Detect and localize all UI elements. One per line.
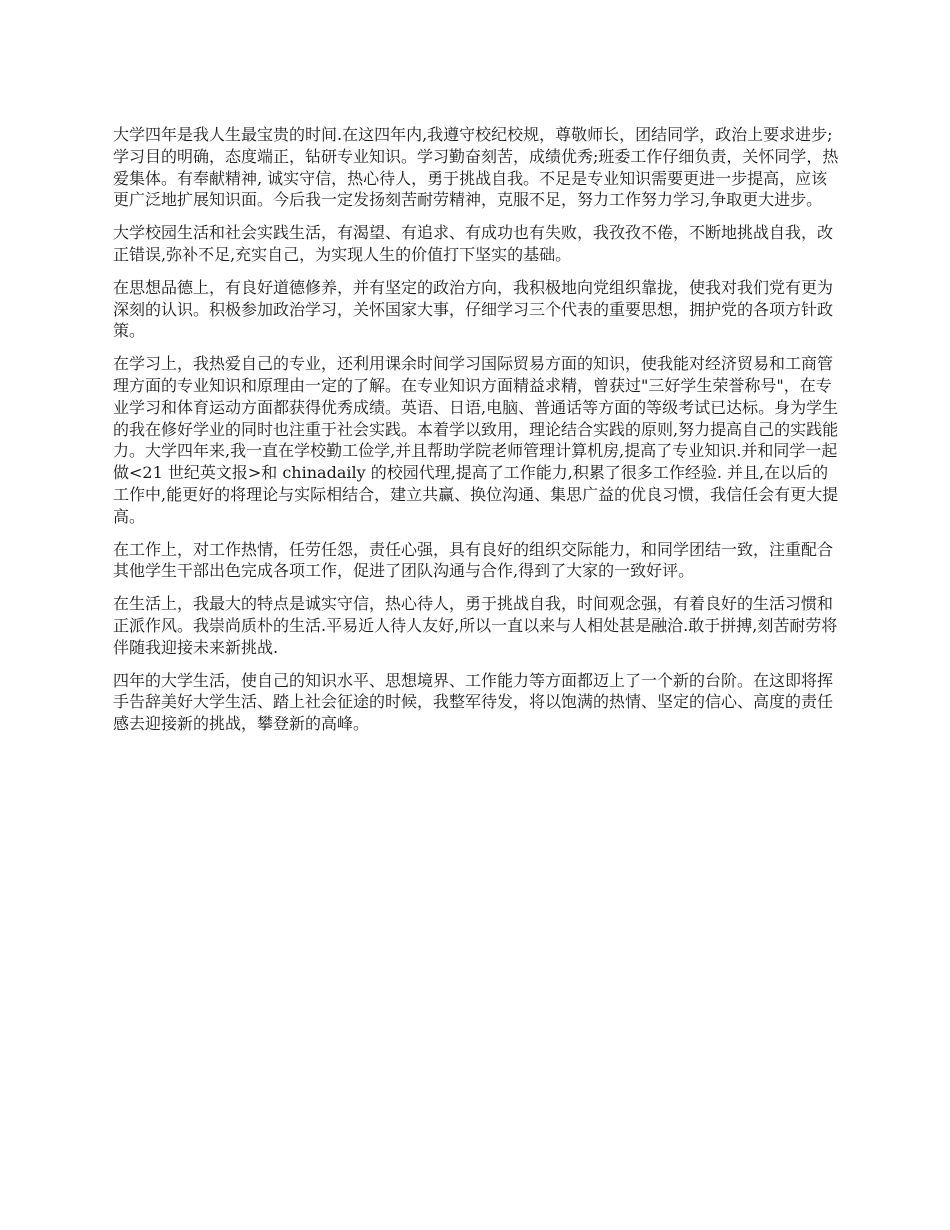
paragraph-conclusion: 四年的大学生活，使自己的知识水平、思想境界、工作能力等方面都迈上了一个新的台阶。在这即将挥手告辞美好大学生活、踏上社会征途的时候，我整军待发，将以饱满的热情、坚定的信心、高度的责任感去迎接新的挑战，攀登新的高峰。 xyxy=(113,670,834,734)
paragraph-life: 在生活上，我最大的特点是诚实守信，热心待人，勇于挑战自我，时间观念强，有着良好的生活习惯和正派作风。我崇尚质朴的生活.平易近人待人友好,所以一直以来与人相处甚是融洽.敢于拼搏,刻苦耐劳将伴随我迎接未来新挑战. xyxy=(113,594,838,657)
document-body xyxy=(113,124,841,746)
paragraph-work: 在工作上，对工作热情，任劳任怨，责任心强，具有良好的组织交际能力，和同学团结一致，注重配合其他学生干部出色完成各项工作，促进了团队沟通与合作,得到了大家的一致好评。 xyxy=(113,539,834,581)
paragraph-study: 在学习上，我热爱自己的专业，还利用课余时间学习国际贸易方面的知识，使我能对经济贸易和工商管理方面的专业知识和原理由一定的了解。在专业知识方面精益求精，曾获过"三好学生荣誉称号"，在专业学习和体育运动方面都获得优秀成绩。英语、日语,电脑、普通话等方面的等级考试已达标。身为学生的我在修好学业的同时也注重于社会实践。本着学以致用，理论结合实践的原则,努力提高自己的实践能力。大学四年来,我一直在学校勤工俭学,并且帮助学院老师管理计算机房,提高了专业知识.并和同学一起做<21 世纪英文报>和 chinadaily 的校园代理,提高了工作能力,积累了很多工作经验. 并且,在以后的工作中,能更好的将理论与实际相结合，建立共赢、换位沟通、集思广益的优良习惯，我信任会有更大提高。 xyxy=(113,354,839,526)
paragraph-ideology: 在思想品德上，有良好道德修养，并有坚定的政治方向，我积极地向党组织靠拢，使我对我们党有更为深刻的认识。积极参加政治学习，关怀国家大事，仔细学习三个代表的重要思想，拥护党的各项方针政策。 xyxy=(113,277,834,341)
paragraph-intro: 大学四年是我人生最宝贵的时间.在这四年内,我遵守校纪校规，尊敬师长，团结同学，政治上要求进步;学习目的明确，态度端正，钻研专业知识。学习勤奋刻苦，成绩优秀;班委工作仔细负责，关怀同学，热爱集体。有奉献精神, 诚实守信，热心待人，勇于挑战自我。不足是专业知识需要更进一步提高，应该更广泛地扩展知识面。今后我一定发扬刻苦耐劳精神，克服不足，努力工作努力学习,争取更大进步。 xyxy=(113,125,839,210)
paragraph-campus-life: 大学校园生活和社会实践生活，有渴望、有追求、有成功也有失败，我孜孜不倦，不断地挑战自我，改正错误,弥补不足,充实自己，为实现人生的价值打下坚实的基础。 xyxy=(113,223,834,264)
